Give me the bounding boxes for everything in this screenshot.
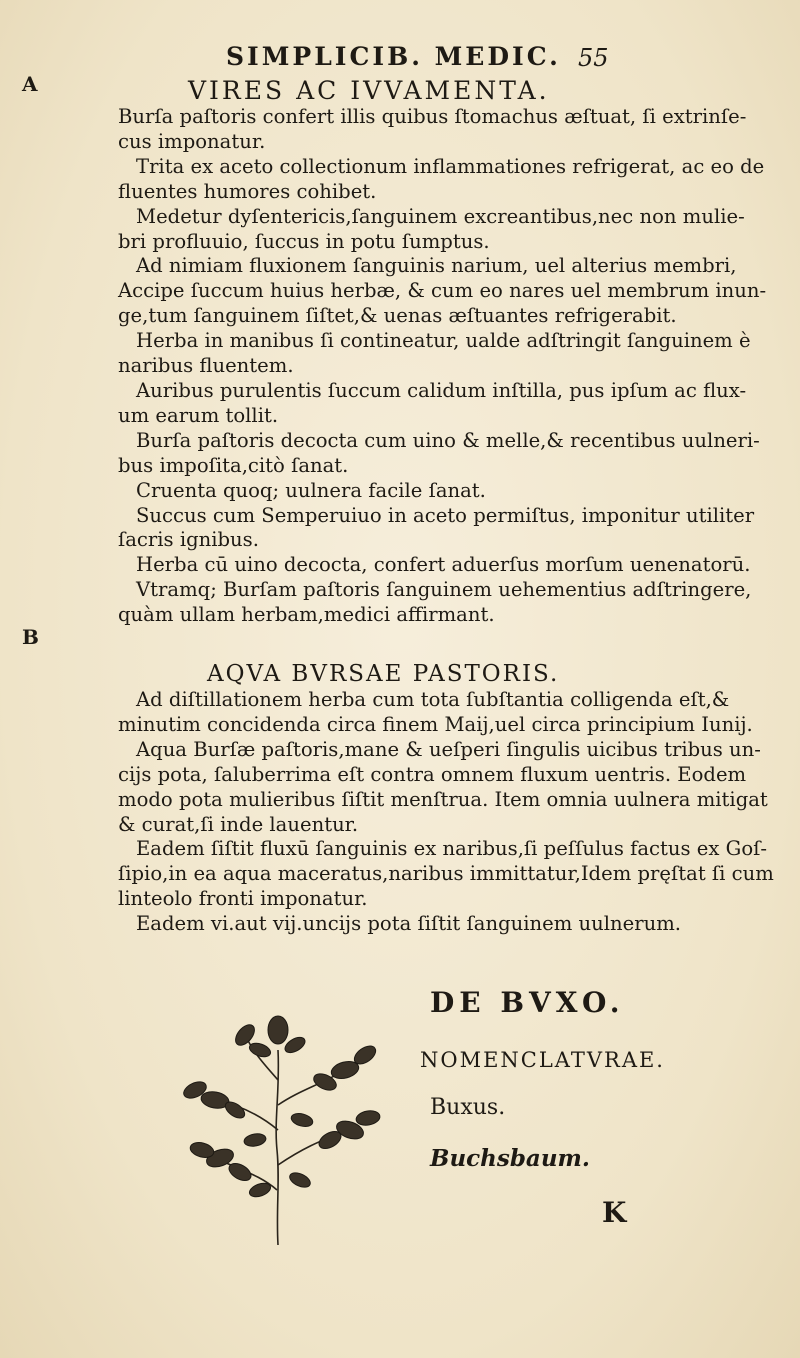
text-line: Accipe ſuccum huius herbæ, & cum eo nares uel membrum inun- (118, 279, 767, 303)
text-line: Burſa paſtoris decocta cum uino & melle,& recentibus uulneri- (136, 428, 760, 452)
text-line: modo pota mulieribus ſiſtit menſtrua. Item omnia uulnera mitigat (118, 787, 768, 811)
text-line: Trita ex aceto collectionum inflammationes refrigerat, ac eo de (136, 154, 765, 178)
heading-de-buxo: DE BVXO. (430, 986, 625, 1019)
text-block-aqua (118, 688, 774, 937)
text-line: ge,tum ſanguinem ſiſtet,& uenas æſtuantes refrigerabit. (118, 304, 677, 328)
heading-nomenclature: NOMENCLATVRAE. (420, 1048, 665, 1072)
latin-plant-name: Buxus. (430, 1095, 506, 1120)
text-line: cus imponatur. (118, 129, 266, 153)
text-line: bri profluuio, ſuccus in potu ſumptus. (118, 229, 490, 253)
text-line: Auribus purulentis ſuccum calidum inſtilla, pus ipſum ac flux- (136, 378, 747, 402)
text-line: Medetur dyſentericis,ſanguinem excreantibus,nec non mulie- (136, 204, 745, 228)
page-number: 55 (578, 44, 609, 72)
text-line: cijs pota, ſaluberrima eſt contra omnem fluxum uentris. Eodem (118, 762, 747, 786)
text-line: Burſa paſtoris confert illis quibus ſtomachus æſtuat, ſi extrinſe- (118, 105, 747, 128)
text-line: Eadem vi.aut vij.uncijs pota ſiſtit ſanguinem uulnerum. (136, 912, 682, 936)
german-plant-name: Buchsbaum. (430, 1145, 590, 1172)
margin-letter-a: A (22, 72, 38, 96)
text-line: Ad diſtillationem herba cum tota ſubſtantia colligenda eſt,& (136, 688, 730, 711)
section-title-aqua: AQVA BVRSAE PASTORIS. (207, 661, 560, 687)
running-head: SIMPLICIB. MEDIC. (226, 42, 561, 71)
text-line: & curat,ſi inde lauentur. (118, 812, 359, 836)
text-line: ſipio,in ea aqua maceratus,naribus immittatur,Idem pręſtat ſi cum (118, 862, 774, 886)
text-line: Vtramq; Burſam paſtoris ſanguinem uehementius adſtringere, (136, 578, 752, 602)
text-line: linteolo fronti imponatur. (118, 887, 368, 911)
text-line: Ad nimiam fluxionem ſanguinis narium, uel alterius membri, (136, 254, 737, 278)
text-line: Cruenta quoq; uulnera facile ſanat. (136, 478, 486, 502)
text-line: Herba in manibus ſi contineatur, ualde adſtringit ſanguinem è (136, 329, 751, 353)
text-block-vires (118, 105, 767, 628)
margin-letter-b: B (22, 625, 39, 649)
text-line: Aqua Burſæ paſtoris,mane & ueſperi ſingulis uicibus tribus un- (136, 737, 761, 761)
text-line: ſacris ignibus. (118, 528, 259, 552)
section-title-vires: VIRES AC IVVAMENTA. (188, 76, 550, 105)
boxwood-plant-illustration (160, 990, 395, 1250)
text-line: fluentes humores cohibet. (118, 179, 377, 203)
text-line: quàm ullam herbam,medici affirmant. (118, 603, 495, 627)
text-line: Succus cum Semperuiuo in aceto permiſtus, imponitur utiliter (136, 503, 755, 527)
text-line: Eadem ſiſtit fluxū ſanguinis ex naribus,ſi peſſulus factus ex Goſ- (136, 837, 767, 861)
text-line: Herba cū uino decocta, confert aduerſus morſum uenenatorū. (136, 553, 751, 577)
signature-mark: K (602, 1196, 627, 1229)
text-line: naribus fluentem. (118, 354, 294, 378)
text-line: bus impoſita,citò ſanat. (118, 453, 349, 477)
text-line: minutim concidenda circa finem Maij,uel circa principium Iunij. (118, 712, 753, 736)
text-line: um earum tollit. (118, 403, 279, 427)
